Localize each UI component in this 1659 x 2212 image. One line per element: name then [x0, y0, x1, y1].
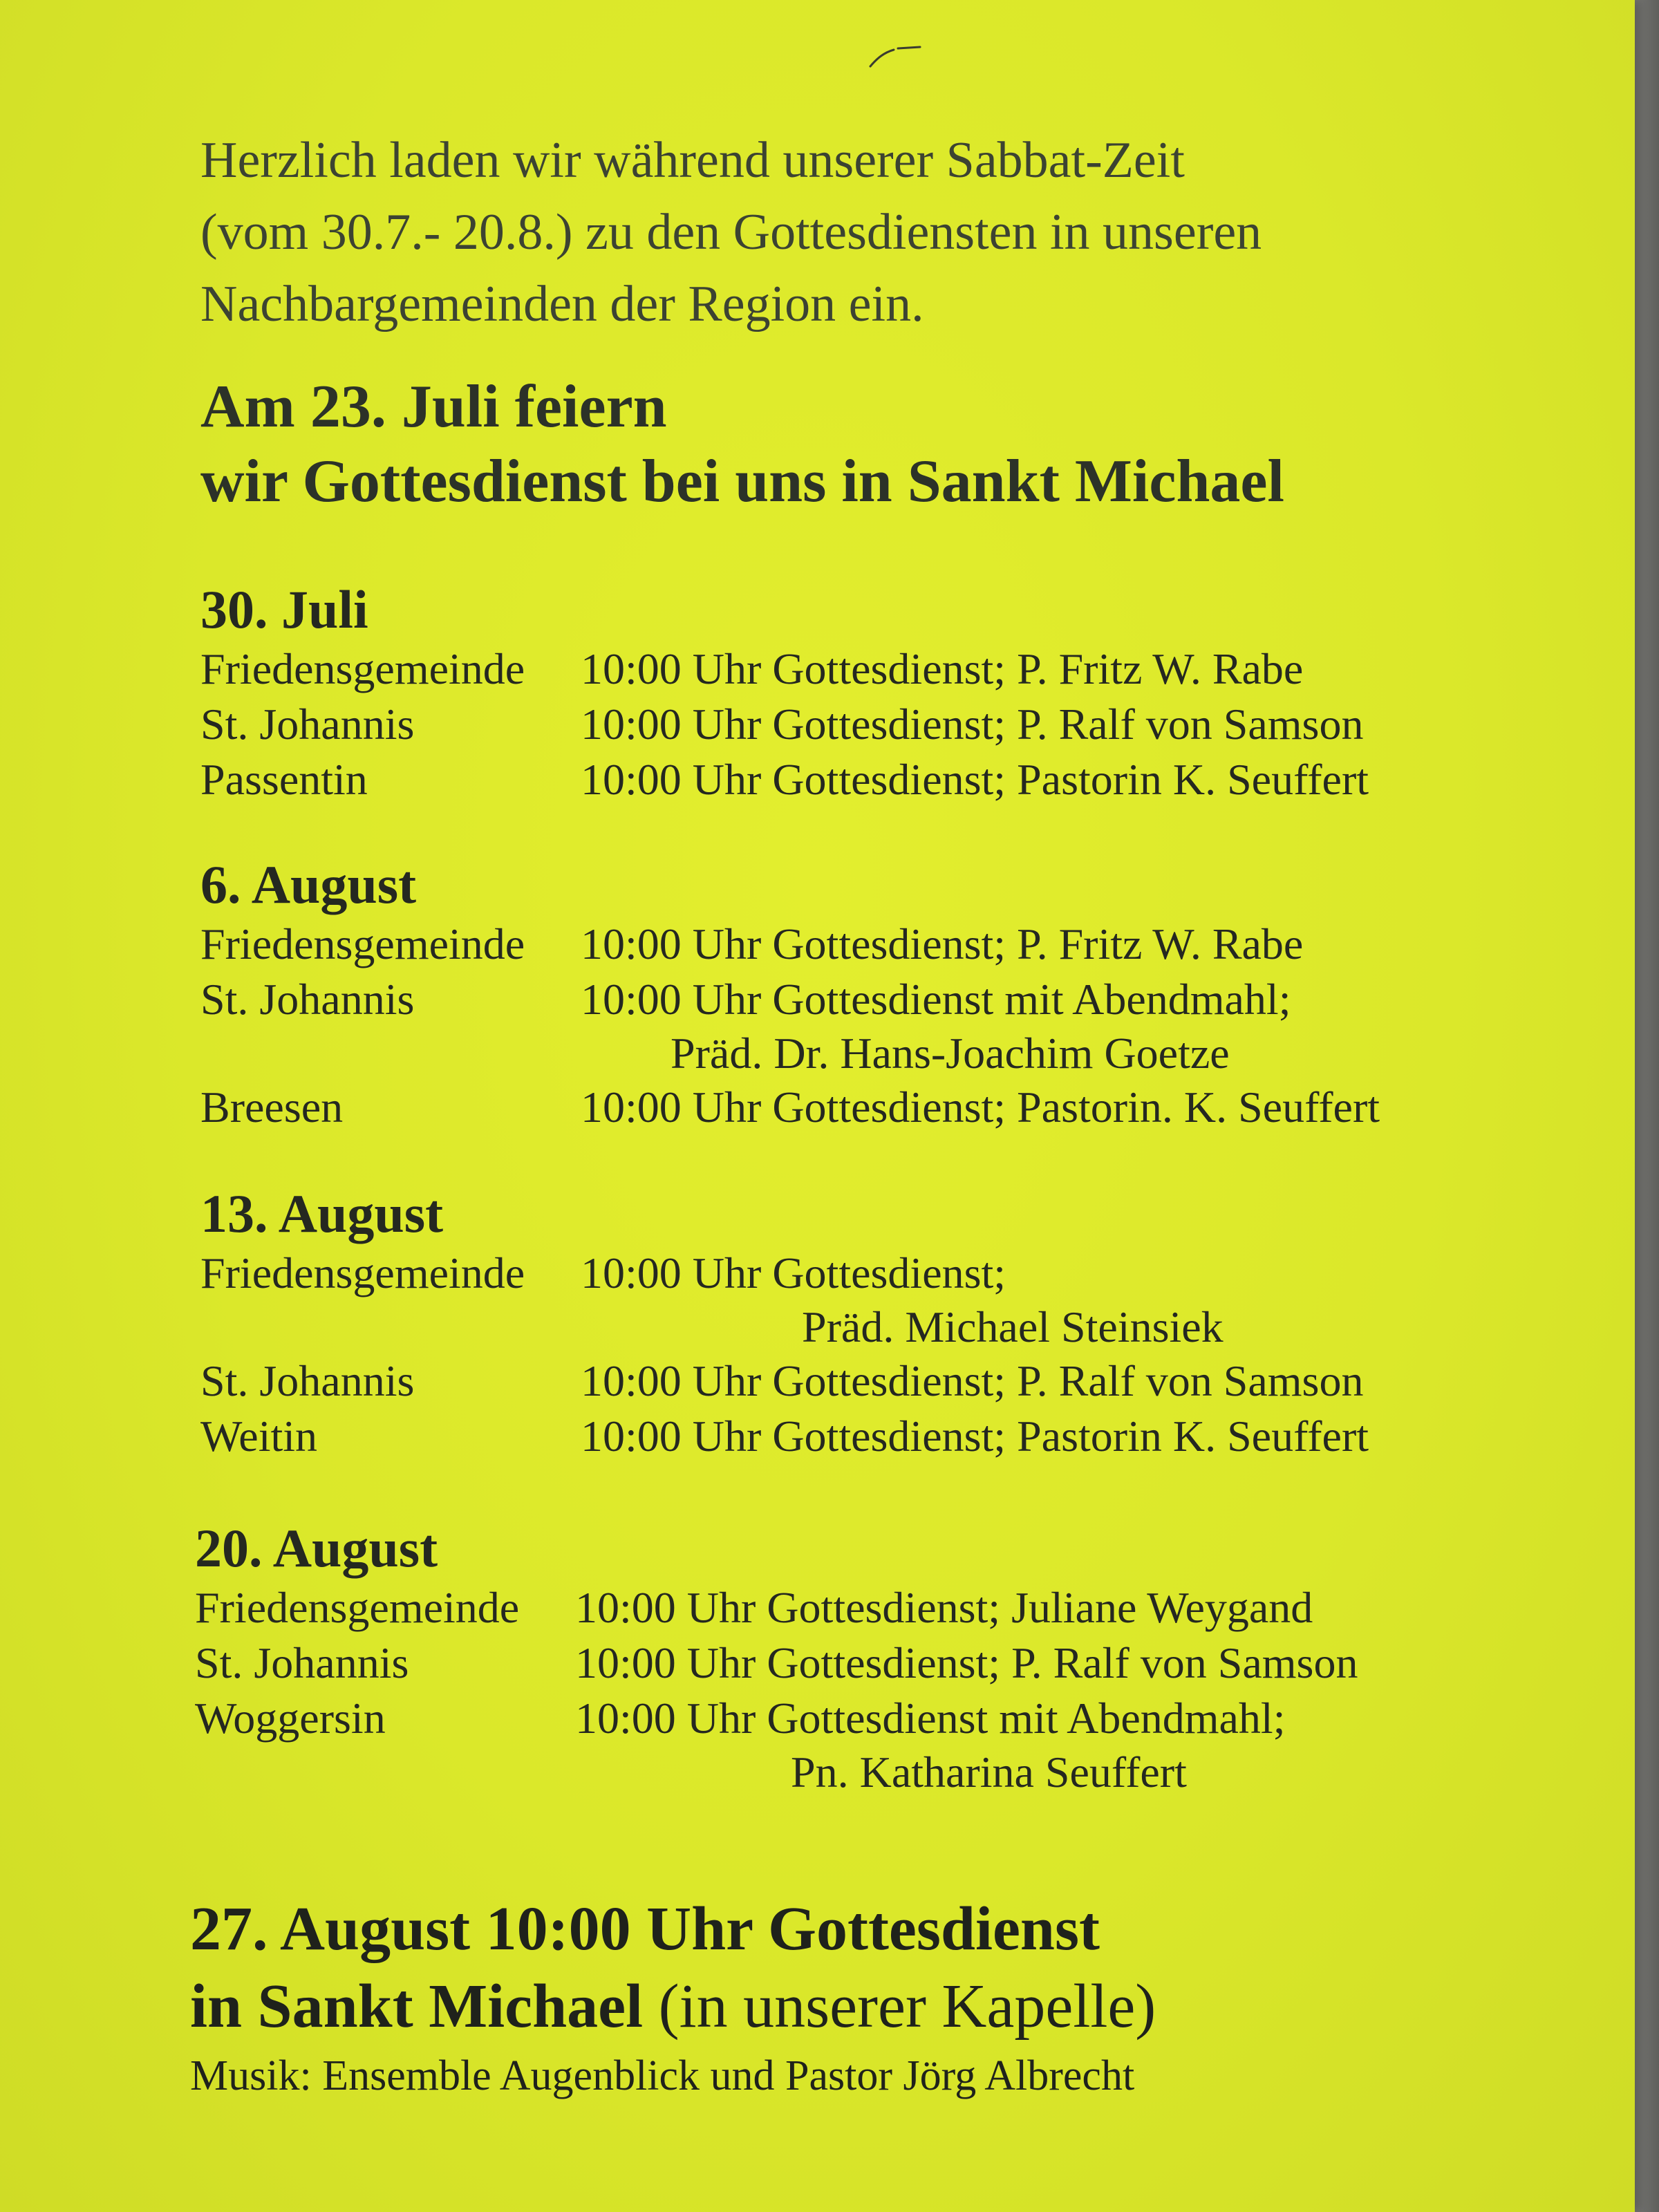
headline-line: wir Gottesdienst bei uns in Sankt Michael [200, 448, 1284, 515]
row-continuation [200, 1027, 1548, 1080]
row-service: 10:00 Uhr Gottesdienst; [581, 1248, 1006, 1297]
closing-line [190, 1891, 1538, 1968]
headline-line: Am 23. Juli feiern [200, 373, 667, 440]
schedule-row [200, 752, 1548, 807]
schedule-section [200, 1183, 1548, 1464]
row-location: Woggersin [195, 1694, 386, 1743]
schedule-section [200, 579, 1548, 807]
row-service: 10:00 Uhr Gottesdienst; P. Fritz W. Rabe [581, 644, 1304, 693]
closing-date-time: 27. August 10:00 Uhr Gottesdienst [190, 1895, 1100, 1963]
schedule-row [195, 1635, 1543, 1691]
closing-music: Musik: Ensemble Augenblick und Pastor Jörg Albrecht [190, 2052, 1135, 2099]
intro-line: Herzlich laden wir während unserer Sabbat-Zeit [200, 132, 1185, 189]
schedule-row [200, 917, 1548, 972]
row-location: Passentin [200, 755, 368, 804]
section-date: 20. August [195, 1518, 438, 1578]
schedule-row [200, 1353, 1548, 1409]
row-location: Friedensgemeinde [195, 1583, 520, 1632]
row-service: 10:00 Uhr Gottesdienst; P. Ralf von Samson [581, 700, 1364, 749]
closing-line [190, 1968, 1538, 2045]
closing-location-detail: (in unserer Kapelle) [643, 1972, 1156, 2041]
schedule-row [195, 1691, 1543, 1746]
row-continuation-text: Pn. Katharina Seuffert [791, 1747, 1187, 1797]
row-continuation [195, 1746, 1543, 1799]
row-service: 10:00 Uhr Gottesdienst; Pastorin K. Seuffert [581, 1412, 1369, 1461]
row-location: Friedensgemeinde [200, 1248, 525, 1297]
row-continuation-text: Präd. Dr. Hans-Joachim Goetze [671, 1029, 1230, 1078]
row-location: Weitin [200, 1412, 318, 1461]
row-service: 10:00 Uhr Gottesdienst mit Abendmahl; [575, 1694, 1286, 1743]
schedule-row [200, 1080, 1548, 1135]
schedule-row [195, 1580, 1543, 1635]
row-service: 10:00 Uhr Gottesdienst; P. Fritz W. Rabe [581, 919, 1304, 968]
row-service: 10:00 Uhr Gottesdienst; P. Ralf von Samson [581, 1356, 1364, 1405]
row-location: Breesen [200, 1082, 344, 1132]
intro-paragraph [200, 124, 1514, 340]
row-service: 10:00 Uhr Gottesdienst; Pastorin. K. Seuffert [581, 1082, 1380, 1132]
row-location: St. Johannis [200, 975, 415, 1024]
row-service: 10:00 Uhr Gottesdienst; Pastorin K. Seuffert [581, 755, 1369, 804]
pen-mark-icon [868, 43, 923, 71]
headline [200, 370, 1284, 519]
row-location: St. Johannis [200, 700, 415, 749]
closing-location: in Sankt Michael [190, 1972, 644, 2041]
row-service: 10:00 Uhr Gottesdienst; Juliane Weygand [575, 1583, 1313, 1632]
intro-line: (vom 30.7.- 20.8.) zu den Gottesdiensten in unseren [200, 204, 1262, 261]
schedule-row [200, 697, 1548, 752]
row-continuation-text: Präd. Michael Steinsiek [802, 1302, 1224, 1351]
section-date: 6. August [200, 854, 417, 915]
schedule-section [200, 854, 1548, 1135]
schedule-row [200, 972, 1548, 1027]
closing-announcement [190, 1891, 1538, 2103]
row-location: St. Johannis [200, 1356, 415, 1405]
intro-line: Nachbargemeinden der Region ein. [200, 276, 924, 332]
schedule-row [200, 1409, 1548, 1464]
section-date: 13. August [200, 1183, 444, 1244]
row-service: 10:00 Uhr Gottesdienst; P. Ralf von Samson [575, 1638, 1358, 1687]
schedule-row [200, 1246, 1548, 1301]
schedule-section [195, 1518, 1543, 1799]
row-location: Friedensgemeinde [200, 644, 525, 693]
schedule-row [200, 641, 1548, 697]
row-location: Friedensgemeinde [200, 919, 525, 968]
row-service: 10:00 Uhr Gottesdienst mit Abendmahl; [581, 975, 1291, 1024]
section-date: 30. Juli [200, 579, 368, 639]
row-continuation [200, 1301, 1548, 1353]
row-location: St. Johannis [195, 1638, 409, 1687]
